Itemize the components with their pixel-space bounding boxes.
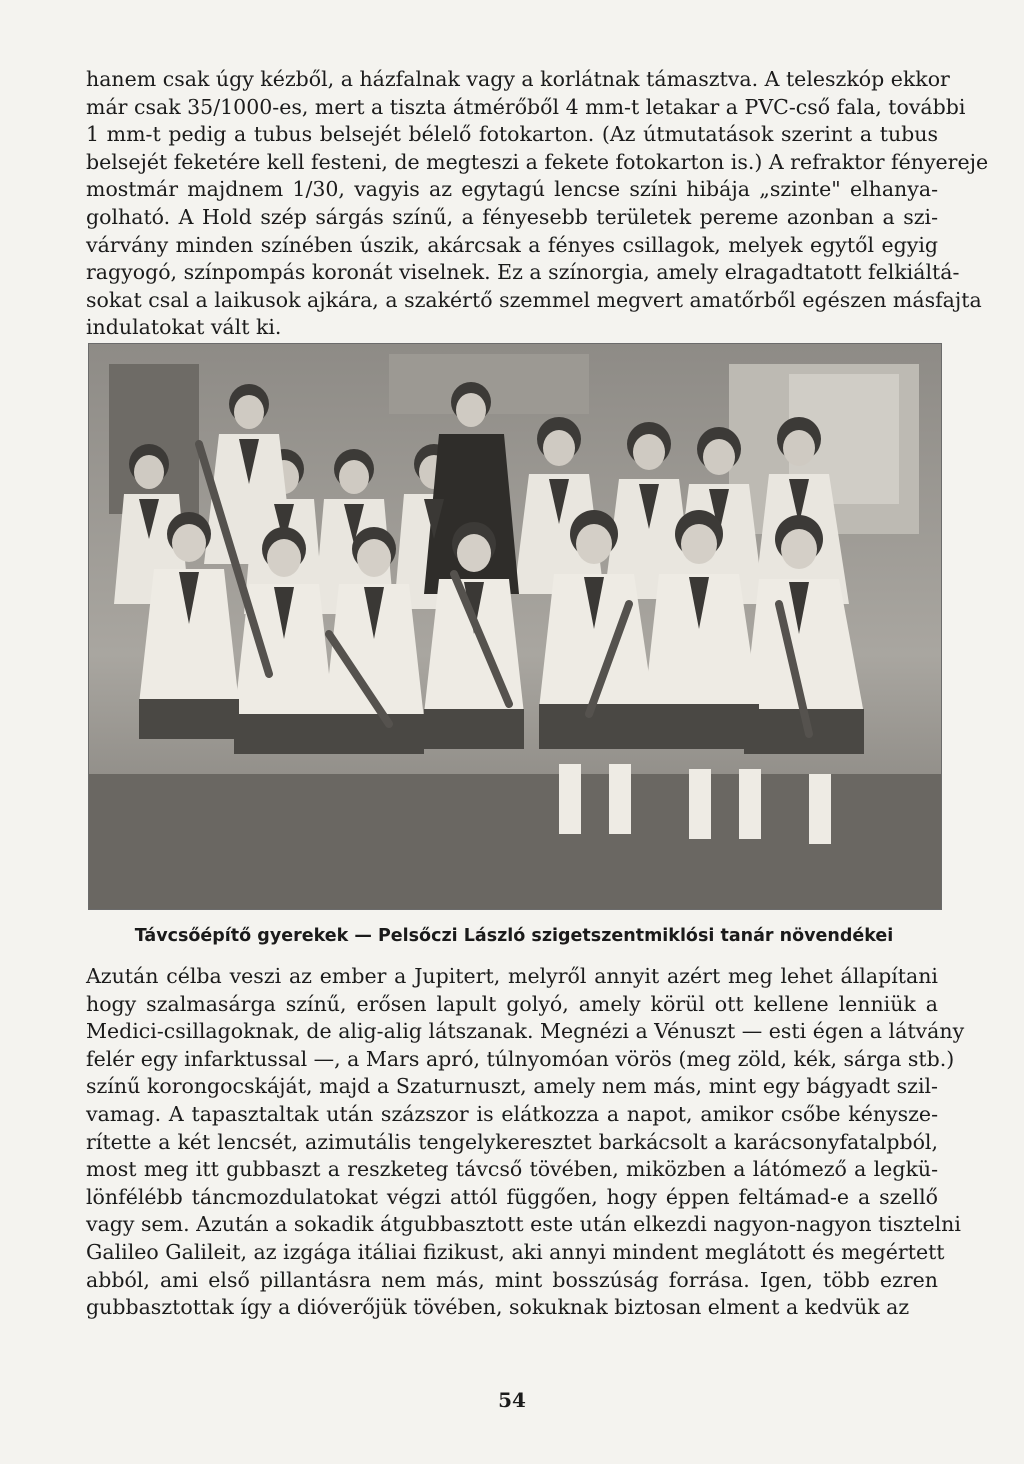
group-photo-image <box>89 344 941 909</box>
text-line: felér egy infarktussal —, a Mars apró, túlnyomóan vörös (meg zöld, kék, sárga stb.) <box>86 1046 955 1071</box>
text-line: rítette a két lencsét, azimutális tengelykeresztet barkácsolt a karácsonyfatalpból, <box>86 1129 938 1154</box>
text-line: Azután célba veszi az ember a Jupitert, melyről annyit azért meg lehet állapítani <box>86 964 938 988</box>
paragraph-bottom <box>86 963 965 1322</box>
text-line: Medici-csillagoknak, de alig-alig látszanak. Megnézi a Vénuszt — esti égen a látvány <box>86 1019 965 1044</box>
text-line: már csak 35/1000-es, mert a tiszta átmérőből 4 mm-t letakar a PVC-cső fala, további <box>86 94 966 119</box>
text-line: lönfélébb táncmozdulatokat végzi attól függően, hogy éppen feltámad-e a szellő <box>86 1184 938 1209</box>
text-line: sokat csal a laikusok ajkára, a szakértő szemmel megvert amatőrből egészen másfajta <box>86 287 982 312</box>
text-line: abból, ami első pillantásra nem más, mint bosszúság forrása. Igen, több ezren <box>86 1267 938 1292</box>
text-line: vagy sem. Azután a sokadik átgubbasztott este után elkezdi nagyon-nagyon tisztelni <box>86 1212 961 1237</box>
text-line: Galileo Galileit, az izgága itáliai fizikust, aki annyi mindent meglátott és megértett <box>86 1239 945 1264</box>
text-line: színű korongocskáját, majd a Szaturnuszt, amely nem más, mint egy bágyadt szil- <box>86 1074 938 1099</box>
paragraph-top <box>86 66 989 342</box>
photo-caption: Távcsőépítő gyerekek — Pelsőczi László szigetszentmiklósi tanár növendékei <box>134 926 894 946</box>
text-line: most meg itt gubbaszt a reszketeg távcső tövében, miközben a látómező a legkü- <box>86 1157 938 1182</box>
text-line: indulatokat vált ki. <box>86 315 282 340</box>
page-number: 54 <box>498 1388 526 1412</box>
text-line: gubbasztottak így a dióverőjük tövében, sokuknak biztosan elment a kedvük az <box>86 1295 910 1320</box>
text-line: hogy szalmasárga színű, erősen lapult golyó, amely körül ott kellene lenniük a <box>86 991 938 1016</box>
text-line: vamag. A tapasztaltak után százszor is elátkozza a napot, amikor csőbe kénysze- <box>86 1101 938 1126</box>
text-line: belsejét feketére kell festeni, de megteszi a fekete fotokarton is.) A refraktor fényereje <box>86 149 989 174</box>
group-photo <box>88 343 942 910</box>
text-line: mostmár majdnem 1/30, vagyis az egytagú lencse színi hibája „szinte" elhanya- <box>86 177 938 202</box>
text-line: hanem csak úgy kézből, a házfalnak vagy a korlátnak támasztva. A teleszkóp ekkor <box>86 67 950 91</box>
text-line: várvány minden színében úszik, akárcsak a fényes csillagok, melyek egytől egyig <box>86 232 938 257</box>
text-line: ragyogó, színpompás koronát viselnek. Ez a színorgia, amely elragadtatott felkiáltá- <box>86 260 960 285</box>
text-line: 1 mm-t pedig a tubus belsejét bélelő fotokarton. (Az útmutatások szerint a tubus <box>86 122 938 147</box>
text-line: golható. A Hold szép sárgás színű, a fényesebb területek pereme azonban a szi- <box>86 204 938 229</box>
